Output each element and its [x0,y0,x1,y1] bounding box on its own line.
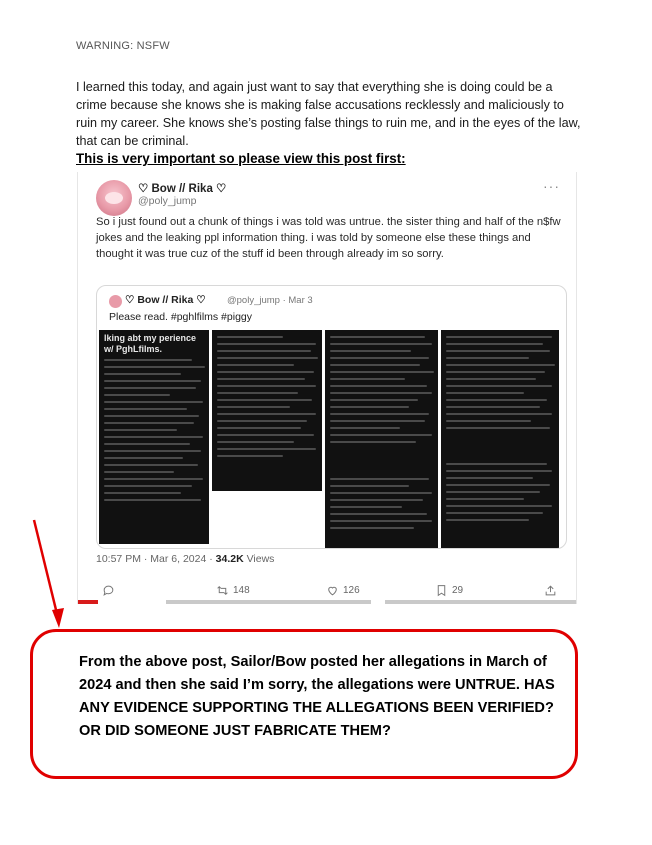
share-button[interactable] [544,584,557,597]
important-notice: This is very important so please view this post first: [76,151,406,166]
tweet-time: 10:57 PM · Mar 6, 2024 · [96,553,213,565]
bookmark-button[interactable] [435,584,463,597]
tweet-display-name[interactable]: ♡ Bow // Rika ♡ [138,183,227,195]
views-count: 34.2K [215,553,244,565]
quote-image-title: lking abt my perience w/ PghLfilms. [104,333,197,354]
avatar[interactable] [96,180,132,216]
reply-button[interactable] [102,584,115,597]
like-icon [326,584,339,597]
callout-text: From the above post, Sailor/Bow posted her allegations in March of 2024 and then she said I’m sorry, the allegations were UNTRUE. HAS ANY EVIDENCE SUPPORTING THE ALLEGATIONS BEEN VERIFIED? OR DID SOMEONE JUST FABRICATE THEM? [79,654,555,739]
more-icon[interactable]: ··· [543,178,560,194]
like-button[interactable] [326,584,360,597]
quote-image-6 [441,458,559,549]
quote-avatar [109,295,122,308]
retweet-button[interactable] [216,584,250,597]
quote-text: Please read. #pghlfilms #piggy [109,311,253,323]
quote-image-1 [99,330,209,544]
quoted-tweet[interactable] [96,285,567,549]
quote-meta: @poly_jump · Mar 3 [227,295,313,306]
retweet-icon [216,584,229,597]
intro-paragraph: I learned this today, and again just want to say that everything she is doing could be a crime because she knows she is making false accusations recklessly and maliciously to ruin my career. She knows she’s posting false things to ruin me, and in the eyes of the law, that can be criminal. [76,80,581,148]
quote-display-name: ♡ Bow // Rika ♡ [125,294,206,306]
tweet-handle[interactable]: @poly_jump [138,195,197,207]
red-arrow [28,518,68,630]
share-icon [544,584,557,597]
tweet-actions [78,582,576,602]
views-label: Views [246,553,275,565]
bookmark-icon [435,584,448,597]
quote-image-4 [325,473,438,549]
callout-box [30,629,578,779]
horizontal-scrollbar[interactable] [78,600,576,604]
embedded-tweet[interactable] [77,172,577,604]
warning-label: WARNING: NSFW [76,40,170,52]
reply-icon [102,584,115,597]
tweet-meta [96,553,274,565]
quote-image-grid[interactable] [99,330,563,544]
quote-image-2 [212,330,322,491]
retweet-count: 148 [233,585,250,596]
quote-image-3 [325,330,438,476]
like-count: 126 [343,585,360,596]
bookmark-count: 29 [452,585,464,596]
tweet-body: So i just found out a chunk of things i was told was untrue. the sister thing and half of the n$fw jokes and the leaking ppl information thing. i was told by someone else these things and thought it was true cuz of the stuff id been through already im so sorry. [96,216,561,260]
quote-image-5 [441,330,559,461]
